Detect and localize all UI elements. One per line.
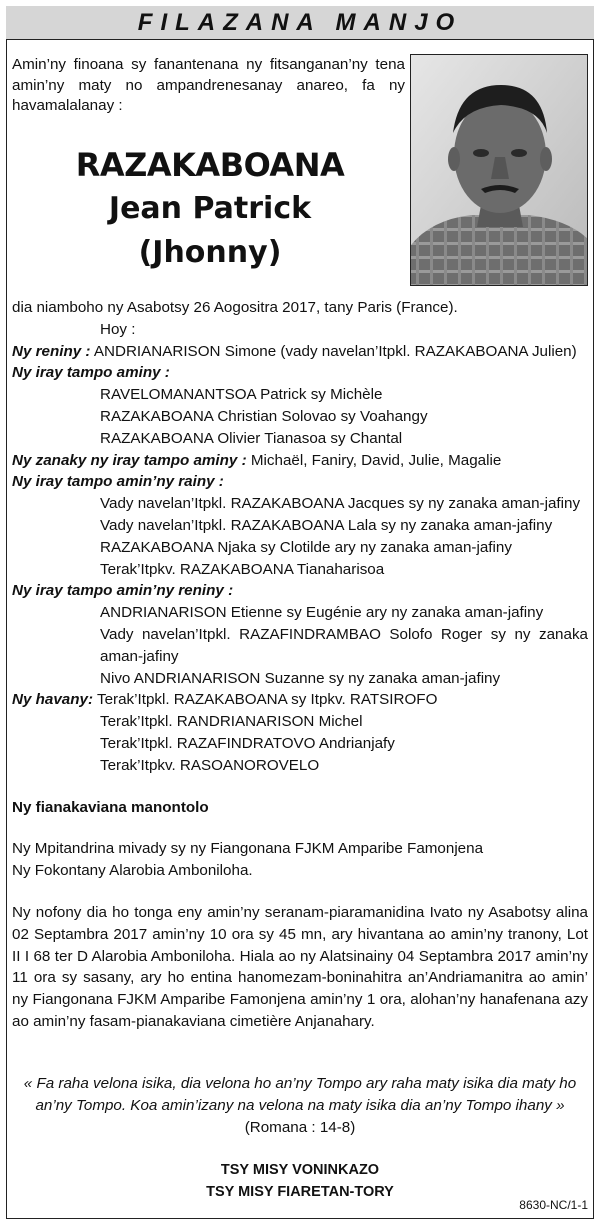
list-item: RAZAKABOANA Olivier Tianasoa sy Chantal [100, 429, 403, 447]
notice-title: FILAZANA MANJO [137, 8, 463, 36]
list-item: RAVELOMANANTSOA Patrick sy Michèle [100, 386, 383, 404]
relatives-line [12, 689, 588, 711]
no-wake-line: TSY MISY FIARETAN-TORY [206, 1183, 394, 1200]
closing-notes [12, 1160, 588, 1203]
deceased-nickname: (Jhonny) [138, 235, 282, 270]
scripture-quote [12, 1073, 588, 1138]
nephews-label: Ny zanaky ny iray tampo aminy : [12, 451, 247, 469]
funeral-paragraph: Ny nofony dia ho tonga eny amin’ny seranam-piaramanidina Ivato ny Asabotsy alina 02 Septambra 2017 amin’ny 10 ora sy 45 mn, ary hivantana ao amin’ny tranony, Lot II I 68 ter D Alarobia Amboniloha. Hiala ao ny Alatsinainy 04 Septambra 2017 amin’ny 11 ora sy sasany, ary ho entina hanomezam-boninahitra an’Andriamanitra ao amin’ ny Fiangonana FJKM Amparibe Famonjena amin’ny 1 ora, alohan’ny hanafenana azy ao amin’ny fasam-pianakaviana cimetière Anjanahary. [12, 903, 588, 1030]
deceased-surname: RAZAKABOANA [75, 146, 345, 184]
notice-body [12, 297, 588, 1033]
list-item: ANDRIANARISON Etienne sy Eugénie ary ny zanaka aman-jafiny [100, 604, 544, 622]
reference-code: 8630-NC/1-1 [519, 1198, 588, 1212]
deceased-photo [410, 54, 588, 286]
list-item: RAZAKABOANA Njaka sy Clotilde ary ny zanaka aman-jafiny [100, 538, 512, 556]
list-item: Terak’Itpkl. RAZAFINDRATOVO Andrianjafy [100, 734, 395, 752]
father-siblings-label: Ny iray tampo amin’ny rainy : [12, 473, 224, 491]
intro-text: Amin’ny finoana sy fanantenana ny fitsanganan’ny tena amin’ny maty no ampandrenesanay anareo, fa ny havamalalanay : [12, 56, 405, 114]
notice-header [6, 6, 594, 40]
list-item: Terak’Itpkv. RAZAKABOANA Tianaharisoa [100, 560, 385, 578]
mother-line [12, 341, 588, 363]
quote-reference: (Romana : 14-8) [244, 1118, 356, 1136]
list-item: Vady navelan’Itpkl. RAZAKABOANA Jacques sy ny zanaka aman-jafiny [100, 495, 581, 513]
mother-siblings-label: Ny iray tampo amin’ny reniny : [12, 582, 234, 600]
relatives-label: Ny havany: [12, 691, 94, 709]
fokontany-line: Ny Fokontany Alarobia Amboniloha. [12, 862, 253, 880]
list-item: Vady navelan’Itpkl. RAZAFINDRAMBAO Solofo Roger sy ny zanaka aman-jafiny [100, 625, 588, 665]
deceased-name-block [30, 143, 390, 275]
paternal-uncles-label: Ny iray tampo aminy : [12, 364, 170, 382]
relatives-first: Terak’Itpkl. RAZAKABOANA sy Itpkv. RATSIROFO [97, 691, 438, 709]
close-family-line: Ny fianakaviana manontolo [12, 798, 209, 816]
mother-value: ANDRIANARISON Simone (vady navelan’Itpkl. RAZAKABOANA Julien) [93, 342, 577, 360]
church-line: Ny Mpitandrina mivady sy ny Fiangonana FJKM Amparibe Famonjena [12, 840, 484, 858]
nephews-value: Michaël, Faniry, David, Julie, Magalie [250, 451, 502, 469]
mother-label: Ny reniny : [12, 342, 91, 360]
death-line: dia niamboho ny Asabotsy 26 Aogositra 2017, tany Paris (France). [12, 299, 458, 316]
hoy-line: Hoy : [100, 320, 136, 338]
portrait-image [411, 55, 588, 286]
list-item: Terak’Itpkv. RASOANOROVELO [100, 756, 320, 774]
no-flowers-line: TSY MISY VONINKAZO [220, 1162, 380, 1178]
deceased-given-names: Jean Patrick [108, 191, 312, 226]
list-item: Nivo ANDRIANARISON Suzanne sy ny zanaka aman-jafiny [100, 669, 501, 687]
list-item: Terak’Itpkl. RANDRIANARISON Michel [100, 713, 363, 731]
list-item: Vady navelan’Itpkl. RAZAKABOANA Lala sy ny zanaka aman-jafiny [100, 516, 553, 534]
quote-text: « Fa raha velona isika, dia velona ho an’ny Tompo ary raha maty isika dia maty ho an’ny Tompo. Koa amin’izany na velona na maty isika dia an’ny Tompo ihany » [23, 1075, 577, 1114]
list-item: RAZAKABOANA Christian Solovao sy Voahangy [100, 407, 428, 425]
nephews-line [12, 450, 588, 472]
